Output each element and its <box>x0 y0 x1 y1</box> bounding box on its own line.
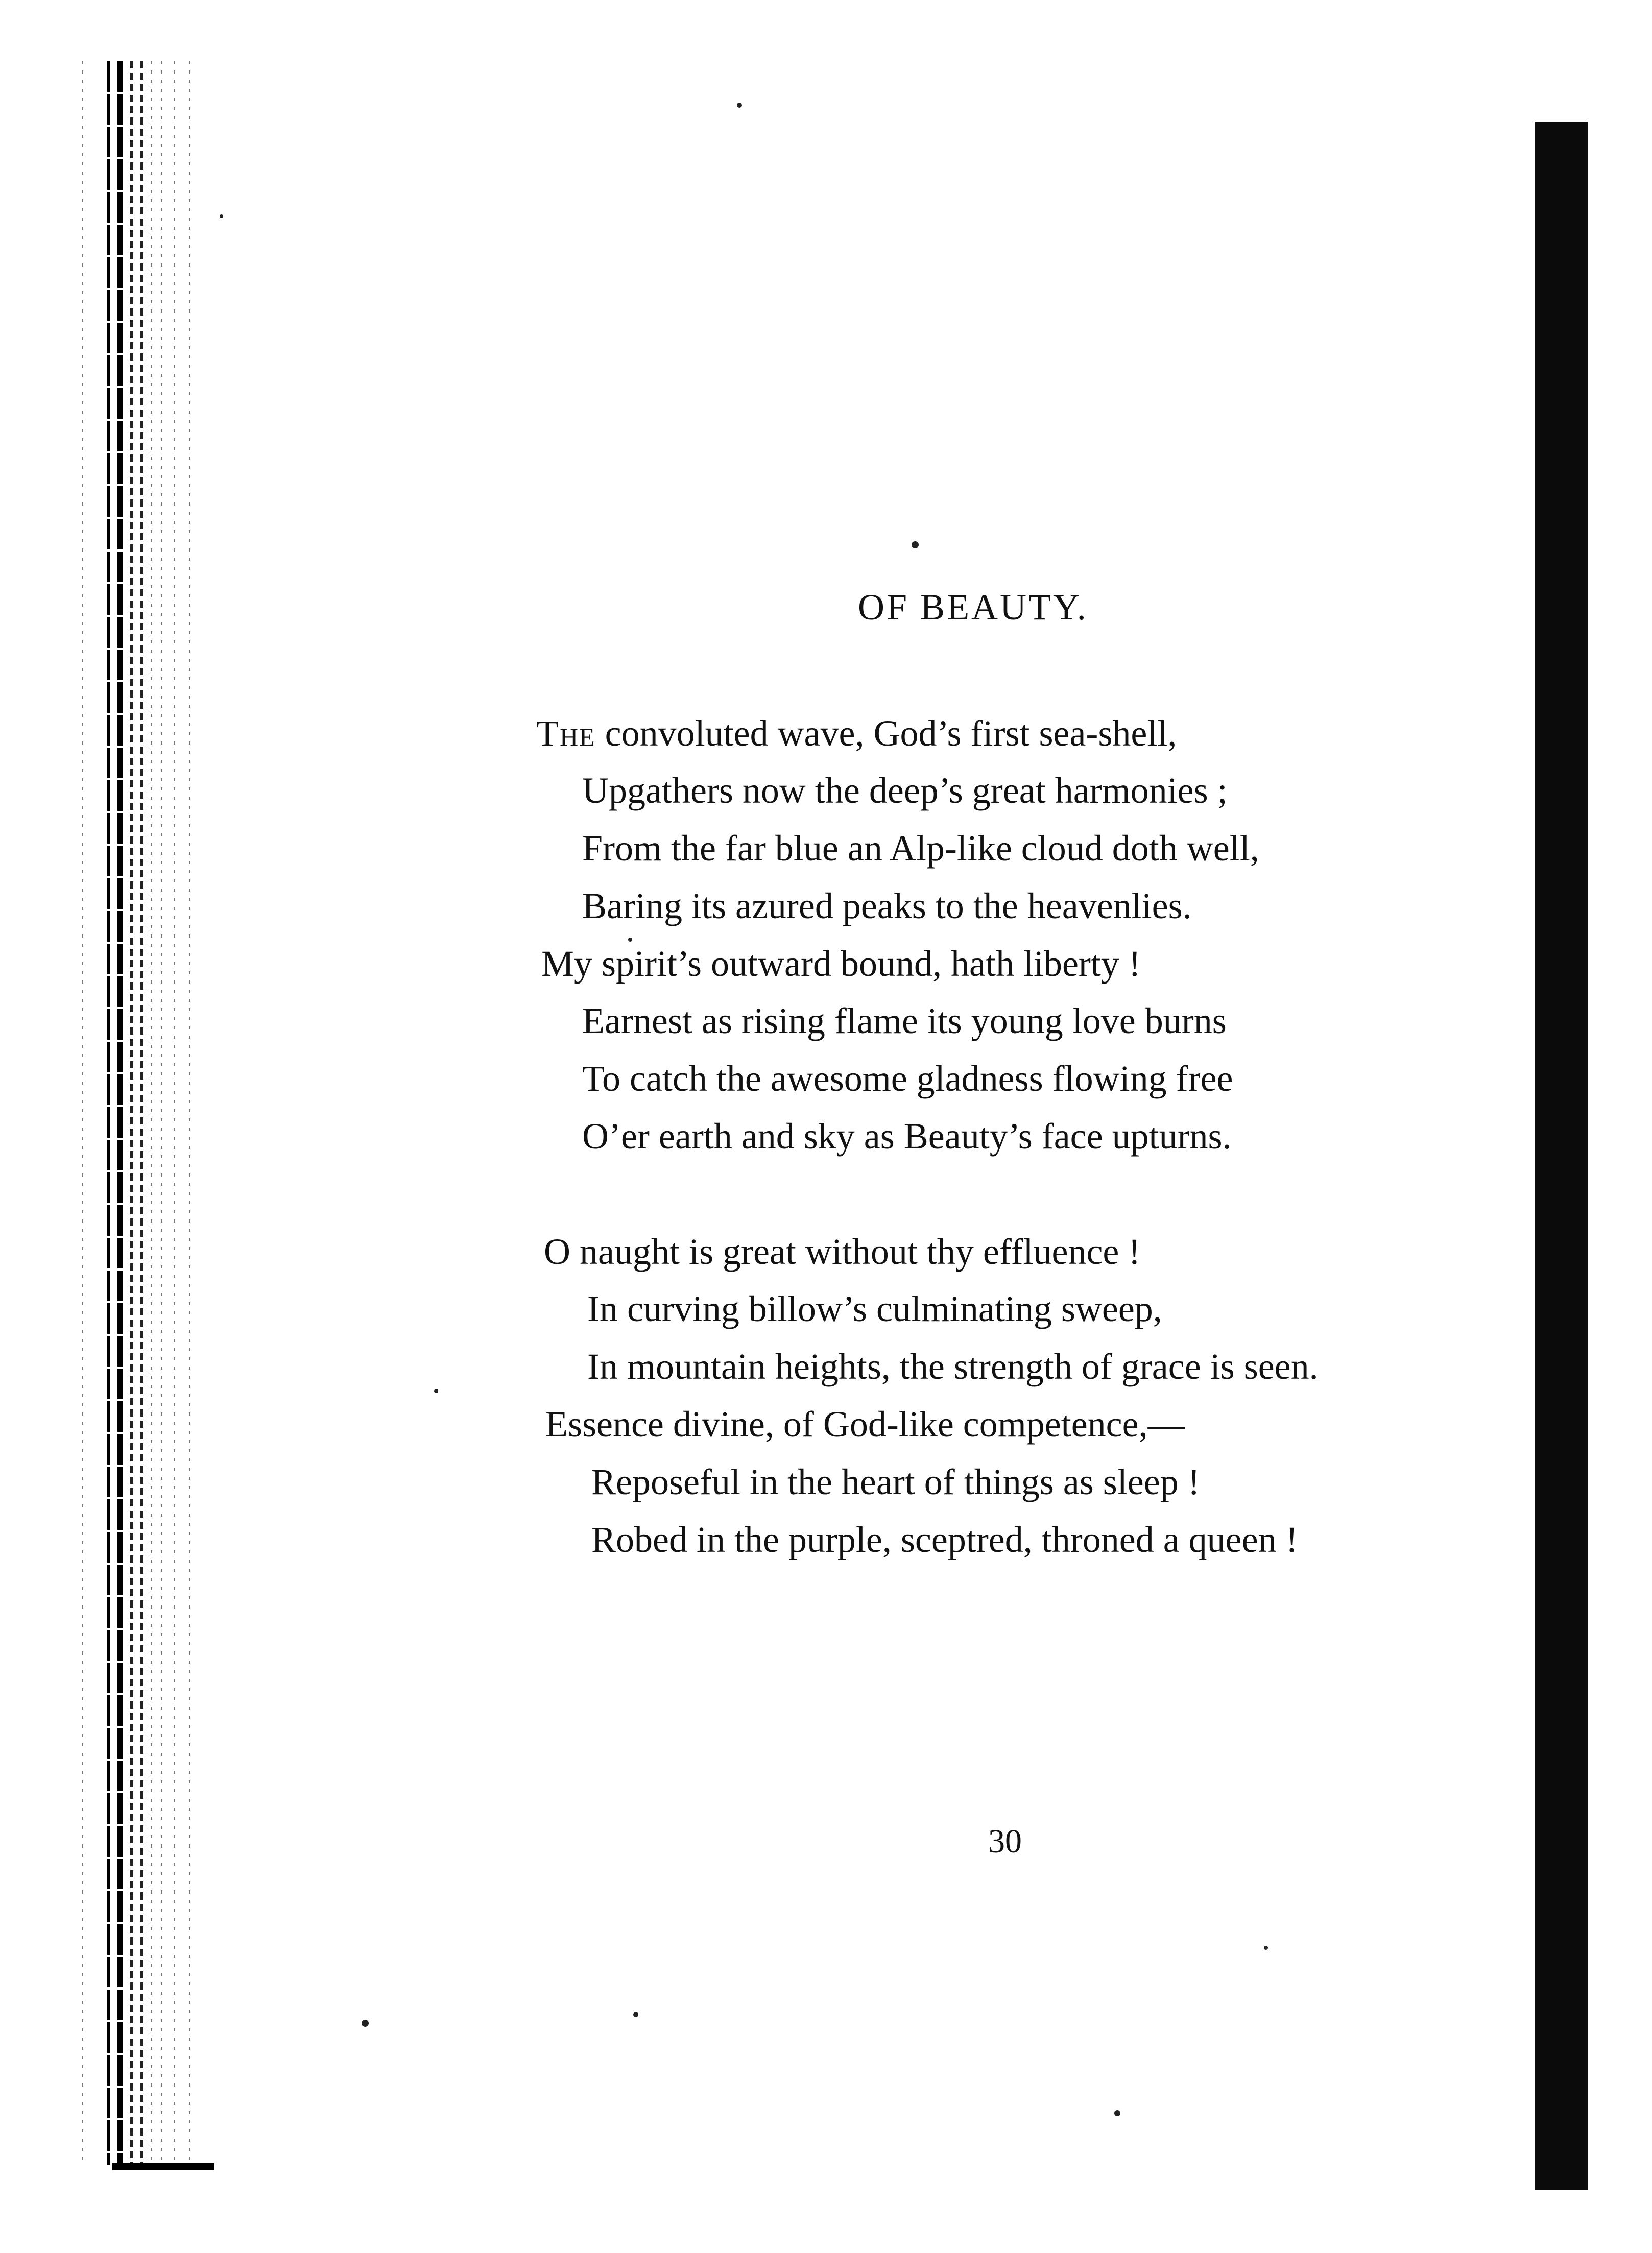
gutter-rule <box>140 61 143 2165</box>
gutter-base <box>112 2163 214 2170</box>
scan-speck <box>220 214 223 218</box>
scan-speck <box>362 2020 369 2027</box>
poem-line: Robed in the purple, sceptred, throned a queen ! <box>591 1519 1298 1560</box>
binding-gutter <box>92 61 235 2165</box>
poem-line: My spirit’s outward bound, hath liberty ! <box>541 943 1141 984</box>
drop-word: The <box>536 713 596 754</box>
page-number: 30 <box>988 1823 1022 1860</box>
gutter-rule <box>161 61 162 2165</box>
scan-speck <box>1264 1946 1268 1950</box>
gutter-rule <box>82 61 83 2165</box>
poem-line: Earnest as rising flame its young love burns <box>582 1000 1227 1041</box>
poem-line: Baring its azured peaks to the heavenlies. <box>582 885 1192 926</box>
scan-speck <box>737 103 742 108</box>
poem-line: O’er earth and sky as Beauty’s face upturns. <box>582 1116 1232 1157</box>
poem-line: Reposeful in the heart of things as sleep ! <box>591 1461 1200 1502</box>
poem-line: In mountain heights, the strength of grace is seen. <box>587 1346 1319 1387</box>
gutter-rule <box>107 61 110 2165</box>
gutter-rule <box>174 61 175 2165</box>
gutter-rule <box>189 61 190 2165</box>
scan-speck <box>434 1389 438 1393</box>
gutter-rule <box>117 61 123 2165</box>
scan-speck <box>633 2012 638 2017</box>
scan-speck <box>912 541 919 548</box>
line-text: convoluted wave, God’s first sea-shell, <box>595 713 1177 754</box>
gutter-rule <box>130 61 133 2165</box>
scan-speck <box>1114 2110 1120 2116</box>
scan-speck <box>628 938 632 942</box>
poem-title: OF BEAUTY. <box>858 587 1088 628</box>
poem-line: Essence divine, of God-like competence,— <box>545 1404 1185 1445</box>
poem-line: To catch the awesome gladness flowing free <box>582 1058 1233 1099</box>
poem-line: O naught is great without thy effluence ! <box>544 1231 1141 1272</box>
page-edge-shadow <box>1535 122 1588 2190</box>
poem-line: Upgathers now the deep’s great harmonies ; <box>582 770 1228 811</box>
poem-line: From the far blue an Alp-like cloud doth well, <box>582 828 1259 869</box>
gutter-rule <box>151 61 152 2165</box>
poem-line <box>536 715 1177 752</box>
poem-line: In curving billow’s culminating sweep, <box>587 1288 1162 1329</box>
